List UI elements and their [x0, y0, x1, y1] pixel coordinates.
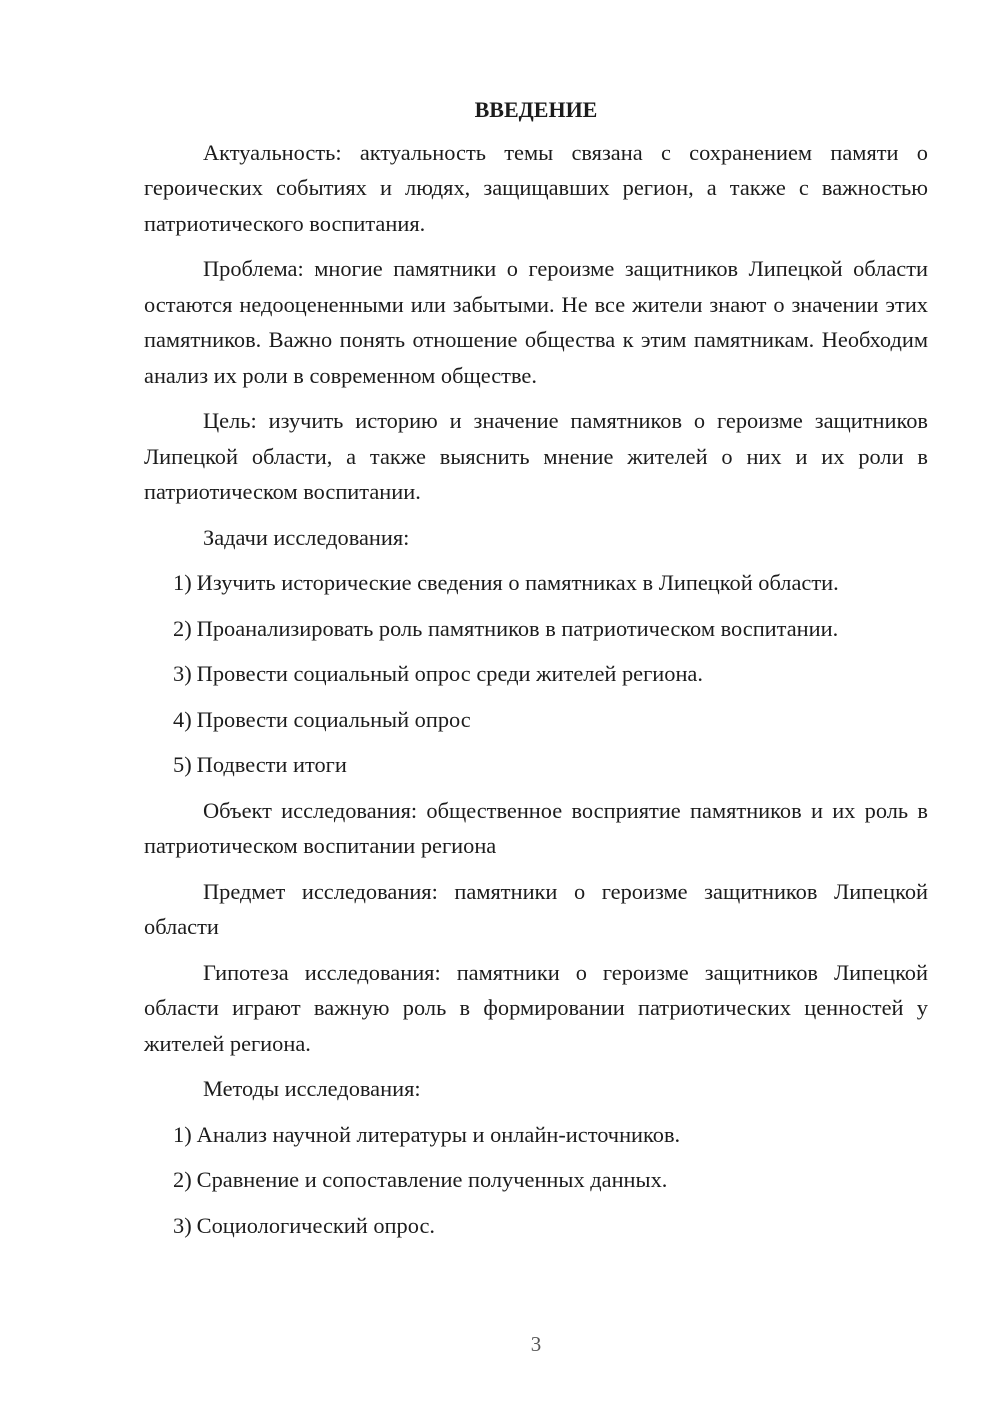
- list-item: [144, 656, 928, 692]
- list-item-text: Изучить исторические сведения о памятниках в Липецкой области.: [196, 570, 839, 595]
- page-title: ВВЕДЕНИЕ: [474, 97, 598, 122]
- list-item-number: 3): [173, 661, 192, 686]
- list-item-number: 5): [173, 752, 192, 777]
- paragraph-hypothesis: Гипотеза исследования: памятники о героизме защитников Липецкой области играют важную роль в формировании патриотических ценностей у жителей региона.: [144, 959, 928, 1056]
- list-item-text: Анализ научной литературы и онлайн-источников.: [196, 1121, 681, 1147]
- list-item-number: 3): [173, 1212, 192, 1238]
- list-item-number: 2): [173, 1167, 192, 1192]
- page-number: 3: [530, 1332, 542, 1356]
- list-item-text: Социологический опрос.: [196, 1212, 435, 1238]
- list-item-number: 1): [173, 1121, 192, 1147]
- tasks-heading: Задачи исследования:: [203, 524, 410, 550]
- paragraph-goal: Цель: изучить историю и значение памятников о героизме защитников Липецкой области, а также выяснить мнение жителей о них и их роли в патриотическом воспитании.: [144, 408, 928, 504]
- paragraph-relevance: Актуальность: актуальность темы связана с сохранением памяти о героических событиях и людях, защищавших регион, а также с важностью патриотического воспитания.: [144, 139, 928, 236]
- tasks-list: [144, 565, 928, 783]
- list-item-text: Проанализировать роль памятников в патриотическом воспитании.: [196, 615, 839, 641]
- methods-list: [144, 1117, 928, 1244]
- list-item: [144, 1117, 928, 1153]
- paragraph-problem: Проблема: многие памятники о героизме защитников Липецкой области остаются недооцененными или забытыми. Не все жители знают о значении этих памятников. Важно понять отношение общества к этим памятникам. Необходим анализ их роли в современном обществе.: [144, 256, 928, 388]
- methods-heading: Методы исследования:: [203, 1076, 421, 1101]
- list-item-text: Провести социальный опрос среди жителей региона.: [196, 661, 703, 686]
- paragraph-subject: Предмет исследования: памятники о героизме защитников Липецкой области: [144, 878, 928, 939]
- list-item-number: 2): [173, 615, 192, 641]
- list-item: [144, 1162, 928, 1198]
- list-item-number: 1): [173, 570, 192, 595]
- list-item: [144, 702, 928, 738]
- list-item-text: Подвести итоги: [196, 752, 347, 777]
- list-item: [144, 747, 928, 783]
- paragraph-object: Объект исследования: общественное восприятие памятников и их роль в патриотическом воспитании региона: [144, 797, 928, 858]
- list-item: [144, 1208, 928, 1244]
- page-content: [144, 92, 928, 1253]
- list-item-text: Сравнение и сопоставление полученных данных.: [196, 1167, 668, 1192]
- list-item-text: Провести социальный опрос: [196, 706, 471, 732]
- list-item-number: 4): [173, 706, 192, 732]
- list-item: [144, 565, 928, 601]
- list-item: [144, 611, 928, 647]
